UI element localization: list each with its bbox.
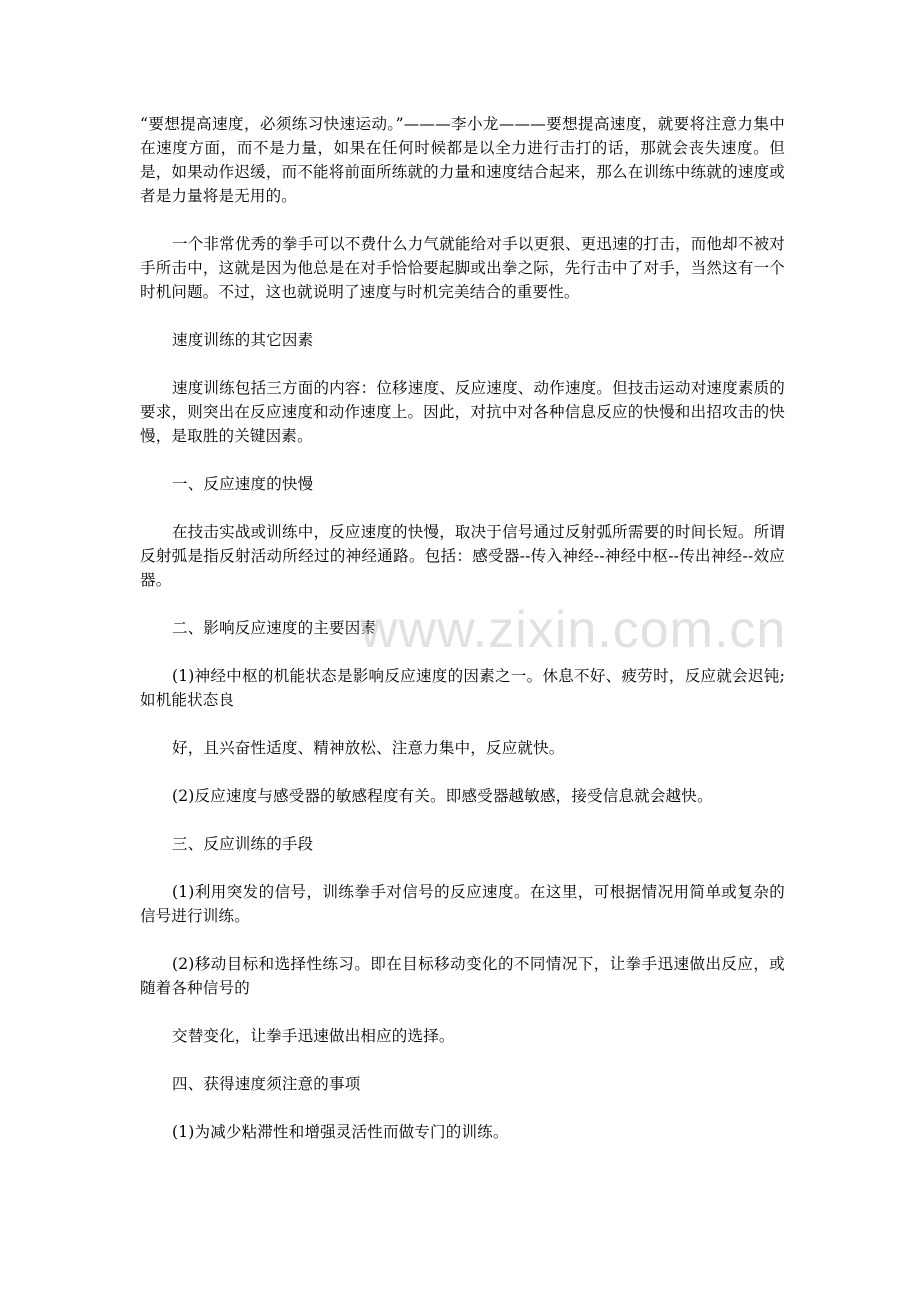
watermark: www.zixin.com.cn: [360, 601, 787, 659]
paragraph-boxer-timing: 一个非常优秀的拳手可以不费什么力气就能给对手以更狠、更迅速的打击，而他却不被对手所击中，这就是因为他总是在对手恰恰要起脚或出拳之际，先行击中了对手，当然这有一个时机问题。不过，这也就说明了速度与时机完美结合的重要性。: [140, 235, 785, 301]
heading-section-3: 三、反应训练的手段: [172, 835, 314, 853]
document-body: [140, 112, 785, 1168]
paragraph-factor-2: (2)反应速度与感受器的敏感程度有关。即感受器越敏感，接受信息就会越快。: [172, 787, 713, 805]
paragraph-intro-quote: “要想提高速度，必须练习快速运动。”———李小龙———要想提高速度，就要将注意力集中在速度方面，而不是力量，如果在任何时候都是以全力进行击打的话，那就会丧失速度。但是，如果动作迟缓，而不能将前面所练就的力量和速度结合起来，那么在训练中练就的速度或者是力量将是无用的。: [140, 115, 785, 205]
paragraph-factor-1-cont: 好，且兴奋性适度、精神放松、注意力集中，反应就快。: [172, 739, 565, 757]
paragraph-reaction-speed: 在技击实战或训练中，反应速度的快慢，取决于信号通过反射弧所需要的时间长短。所谓反射弧是指反射活动所经过的神经通路。包括：感受器--传入神经--神经中枢--传出神经--效应器。: [140, 523, 785, 589]
paragraph-method-2: (2)移动目标和选择性练习。即在目标移动变化的不同情况下，让拳手迅速做出反应，或随着各种信号的: [140, 955, 785, 997]
heading-section-2: 二、影响反应速度的主要因素: [172, 619, 377, 637]
paragraph-note-1: (1)为减少粘滞性和增强灵活性而做专门的训练。: [172, 1123, 509, 1141]
paragraph-factor-1: (1)神经中枢的机能状态是影响反应速度的因素之一。休息不好、疲劳时，反应就会迟钝;如机能状态良: [140, 667, 785, 709]
heading-other-factors: 速度训练的其它因素: [172, 331, 314, 349]
heading-section-4: 四、获得速度须注意的事项: [172, 1075, 361, 1093]
paragraph-method-1: (1)利用突发的信号，训练拳手对信号的反应速度。在这里，可根据情况用简单或复杂的信号进行训练。: [140, 883, 785, 925]
heading-section-1: 一、反应速度的快慢: [172, 475, 314, 493]
paragraph-method-2-cont: 交替变化，让拳手迅速做出相应的选择。: [172, 1027, 455, 1045]
paragraph-speed-training: 速度训练包括三方面的内容：位移速度、反应速度、动作速度。但技击运动对速度素质的要求，则突出在反应速度和动作速度上。因此，对抗中对各种信息反应的快慢和出招攻击的快慢，是取胜的关键因素。: [140, 379, 785, 445]
